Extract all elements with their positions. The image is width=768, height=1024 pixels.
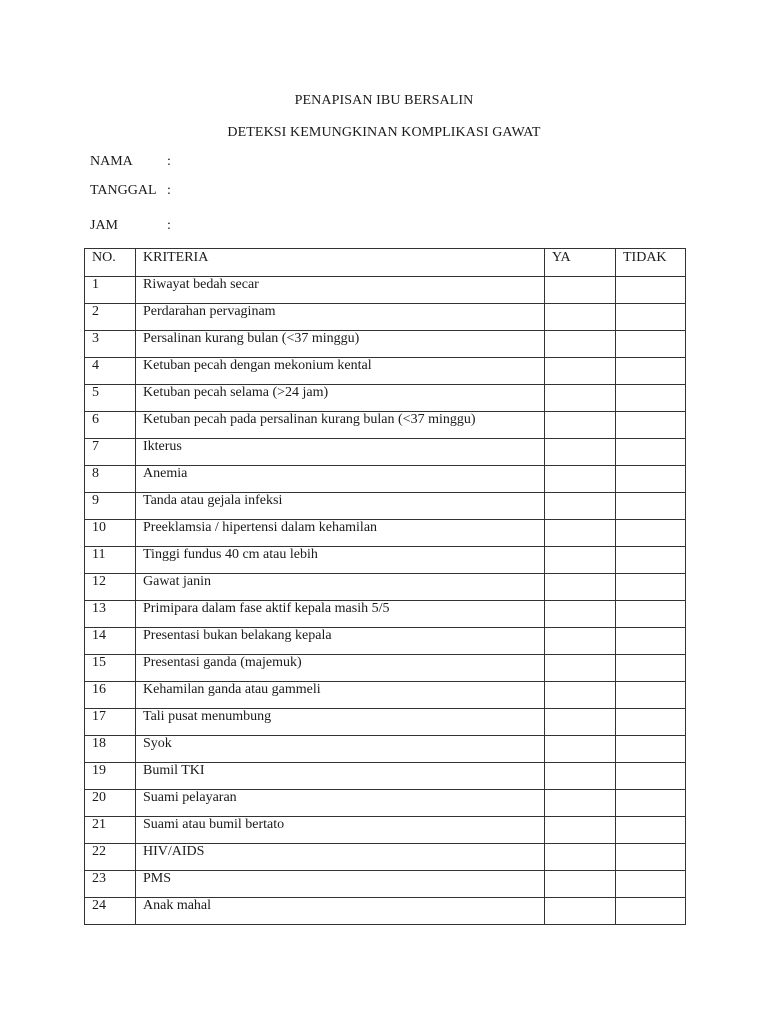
row-no: 24	[85, 898, 136, 925]
row-tidak-cell[interactable]	[616, 493, 686, 520]
row-ya-cell[interactable]	[545, 844, 616, 871]
row-kriteria: Ikterus	[136, 439, 545, 466]
row-kriteria: Perdarahan pervaginam	[136, 304, 545, 331]
row-kriteria: HIV/AIDS	[136, 844, 545, 871]
row-tidak-cell[interactable]	[616, 331, 686, 358]
row-no: 18	[85, 736, 136, 763]
field-jam-label: JAM	[90, 218, 119, 233]
row-no: 19	[85, 763, 136, 790]
row-tidak-cell[interactable]	[616, 871, 686, 898]
table-row	[85, 790, 686, 817]
row-tidak-cell[interactable]	[616, 277, 686, 304]
row-tidak-cell[interactable]	[616, 439, 686, 466]
row-no: 11	[85, 547, 136, 574]
row-kriteria: Anak mahal	[136, 898, 545, 925]
row-kriteria: Tanda atau gejala infeksi	[136, 493, 545, 520]
row-tidak-cell[interactable]	[616, 628, 686, 655]
row-kriteria: Persalinan kurang bulan (<37 minggu)	[136, 331, 545, 358]
row-ya-cell[interactable]	[545, 304, 616, 331]
row-ya-cell[interactable]	[545, 628, 616, 655]
row-no: 6	[85, 412, 136, 439]
row-ya-cell[interactable]	[545, 439, 616, 466]
row-kriteria: Syok	[136, 736, 545, 763]
row-no: 2	[85, 304, 136, 331]
criteria-table	[84, 248, 686, 925]
table-row	[85, 682, 686, 709]
table-row	[85, 844, 686, 871]
row-ya-cell[interactable]	[545, 682, 616, 709]
row-tidak-cell[interactable]	[616, 412, 686, 439]
row-ya-cell[interactable]	[545, 331, 616, 358]
row-tidak-cell[interactable]	[616, 547, 686, 574]
field-jam	[90, 218, 171, 234]
row-no: 9	[85, 493, 136, 520]
table-row	[85, 709, 686, 736]
row-tidak-cell[interactable]	[616, 817, 686, 844]
row-tidak-cell[interactable]	[616, 466, 686, 493]
table-row	[85, 574, 686, 601]
row-kriteria: Tinggi fundus 40 cm atau lebih	[136, 547, 545, 574]
row-tidak-cell[interactable]	[616, 682, 686, 709]
row-no: 22	[85, 844, 136, 871]
row-tidak-cell[interactable]	[616, 790, 686, 817]
row-tidak-cell[interactable]	[616, 736, 686, 763]
field-nama-colon: :	[167, 154, 171, 169]
table-row	[85, 466, 686, 493]
row-no: 21	[85, 817, 136, 844]
row-no: 4	[85, 358, 136, 385]
row-tidak-cell[interactable]	[616, 898, 686, 925]
row-tidak-cell[interactable]	[616, 520, 686, 547]
row-ya-cell[interactable]	[545, 817, 616, 844]
row-ya-cell[interactable]	[545, 385, 616, 412]
table-row	[85, 736, 686, 763]
row-kriteria: Suami pelayaran	[136, 790, 545, 817]
field-jam-colon: :	[167, 218, 171, 233]
row-no: 20	[85, 790, 136, 817]
table-header-row	[85, 249, 686, 277]
table-row	[85, 412, 686, 439]
row-ya-cell[interactable]	[545, 763, 616, 790]
row-no: 1	[85, 277, 136, 304]
row-no: 5	[85, 385, 136, 412]
row-ya-cell[interactable]	[545, 709, 616, 736]
row-ya-cell[interactable]	[545, 655, 616, 682]
row-ya-cell[interactable]	[545, 898, 616, 925]
field-tanggal-label: TANGGAL	[90, 183, 157, 198]
header-tidak: TIDAK	[616, 249, 686, 277]
row-kriteria: Preeklamsia / hipertensi dalam kehamilan	[136, 520, 545, 547]
row-tidak-cell[interactable]	[616, 601, 686, 628]
row-tidak-cell[interactable]	[616, 574, 686, 601]
table-row	[85, 601, 686, 628]
row-kriteria: Presentasi ganda (majemuk)	[136, 655, 545, 682]
row-tidak-cell[interactable]	[616, 844, 686, 871]
table-row	[85, 628, 686, 655]
row-tidak-cell[interactable]	[616, 709, 686, 736]
header-kriteria: KRITERIA	[136, 249, 545, 277]
row-kriteria: Riwayat bedah secar	[136, 277, 545, 304]
row-kriteria: Gawat janin	[136, 574, 545, 601]
table-row	[85, 898, 686, 925]
table-row	[85, 493, 686, 520]
row-ya-cell[interactable]	[545, 277, 616, 304]
row-no: 14	[85, 628, 136, 655]
table-row	[85, 655, 686, 682]
row-kriteria: Primipara dalam fase aktif kepala masih 5/5	[136, 601, 545, 628]
row-kriteria: Anemia	[136, 466, 545, 493]
row-no: 3	[85, 331, 136, 358]
document-title: PENAPISAN IBU BERSALIN	[294, 93, 474, 108]
row-ya-cell[interactable]	[545, 520, 616, 547]
row-kriteria: Presentasi bukan belakang kepala	[136, 628, 545, 655]
row-tidak-cell[interactable]	[616, 655, 686, 682]
row-ya-cell[interactable]	[545, 493, 616, 520]
row-tidak-cell[interactable]	[616, 358, 686, 385]
row-kriteria: Ketuban pecah dengan mekonium kental	[136, 358, 545, 385]
row-no: 23	[85, 871, 136, 898]
row-kriteria: Kehamilan ganda atau gammeli	[136, 682, 545, 709]
table-row	[85, 304, 686, 331]
row-no: 13	[85, 601, 136, 628]
table-row	[85, 439, 686, 466]
table-row	[85, 871, 686, 898]
table-row	[85, 520, 686, 547]
row-no: 16	[85, 682, 136, 709]
table-row	[85, 385, 686, 412]
row-ya-cell[interactable]	[545, 466, 616, 493]
document-subtitle: DETEKSI KEMUNGKINAN KOMPLIKASI GAWAT	[227, 125, 541, 140]
row-kriteria: Bumil TKI	[136, 763, 545, 790]
table-row	[85, 763, 686, 790]
table-row	[85, 547, 686, 574]
table-row	[85, 277, 686, 304]
row-ya-cell[interactable]	[545, 574, 616, 601]
row-kriteria: Ketuban pecah pada persalinan kurang bulan (<37 minggu)	[136, 412, 545, 439]
row-kriteria: Ketuban pecah selama (>24 jam)	[136, 385, 545, 412]
field-tanggal-colon: :	[167, 183, 171, 198]
row-ya-cell[interactable]	[545, 601, 616, 628]
field-tanggal	[90, 183, 171, 199]
row-no: 7	[85, 439, 136, 466]
row-no: 8	[85, 466, 136, 493]
table-row	[85, 358, 686, 385]
row-ya-cell[interactable]	[545, 547, 616, 574]
table-row	[85, 331, 686, 358]
row-no: 12	[85, 574, 136, 601]
row-ya-cell[interactable]	[545, 871, 616, 898]
row-no: 15	[85, 655, 136, 682]
row-ya-cell[interactable]	[545, 790, 616, 817]
table-row	[85, 817, 686, 844]
header-ya: YA	[545, 249, 616, 277]
row-ya-cell[interactable]	[545, 412, 616, 439]
row-ya-cell[interactable]	[545, 736, 616, 763]
row-tidak-cell[interactable]	[616, 763, 686, 790]
row-no: 17	[85, 709, 136, 736]
row-ya-cell[interactable]	[545, 358, 616, 385]
row-tidak-cell[interactable]	[616, 304, 686, 331]
field-nama	[90, 154, 171, 170]
field-nama-label: NAMA	[90, 154, 133, 169]
header-no: NO.	[85, 249, 136, 277]
row-kriteria: PMS	[136, 871, 545, 898]
row-tidak-cell[interactable]	[616, 385, 686, 412]
row-kriteria: Tali pusat menumbung	[136, 709, 545, 736]
row-kriteria: Suami atau bumil bertato	[136, 817, 545, 844]
row-no: 10	[85, 520, 136, 547]
